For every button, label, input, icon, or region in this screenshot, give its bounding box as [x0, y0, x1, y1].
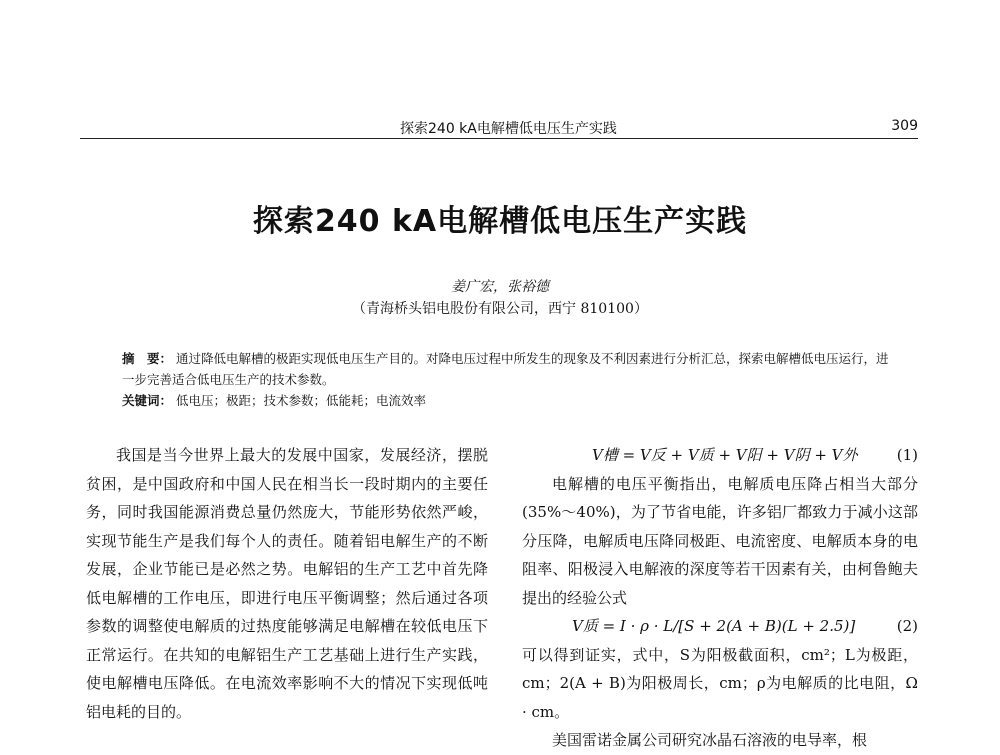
abstract-text: 通过降低电解槽的极距实现低电压生产目的。对降电压过程中所发生的现象及不利因素进行分析汇总，探索电解槽低电压运行，进一步完善适合低电压生产的技术参数。	[122, 351, 889, 387]
body-column-right	[522, 441, 918, 755]
authors: 姜广宏，张裕德	[451, 279, 549, 295]
abstract-label: 摘 要：	[122, 351, 173, 366]
body-paragraph: 美国雷诺金属公司研究冰晶石溶液的电导率，根	[552, 731, 868, 749]
keywords	[122, 390, 892, 411]
abstract-block	[122, 348, 892, 411]
equation-1-text: V槽 = V反 + V质 + V阳 + V阴 + V外	[592, 446, 858, 464]
paper-title: 探索240 kA电解槽低电压生产实践	[252, 204, 748, 239]
running-title: 探索240 kA电解槽低电压生产实践	[400, 121, 617, 137]
equation-2-text: V质 = I · ρ · L/[S + 2(A + B)(L + 2.5)]	[572, 617, 856, 635]
equation-2-number: (2)	[896, 617, 918, 635]
equation-1	[522, 441, 918, 470]
body-paragraph: 我国是当今世界上最大的发展中国家，发展经济，摆脱贫困，是中国政府和中国人民在相当长一段时期内的主要任务，同时我国能源消费总量仍然庞大，节能形势依然严峻，实现节能生产是我们每个人的责任。随着铝电解生产的不断发展，企业节能已是必然之势。电解铝的生产工艺中首先降低电解槽的工作电压，即进行电压平衡调整；然后通过各项参数的调整使电解质的过热度能够满足电解槽在较低电压下正常运行。在共知的电解铝生产工艺基础上进行生产实践，使电解槽电压降低。在电流效率影响不大的情况下实现低吨铝电耗的目的。	[86, 446, 488, 721]
abstract	[122, 348, 892, 390]
body-paragraph: 可以得到证实，式中，S为阳极截面积，cm²；L为极距，cm；2(A + B)为阳极周长，cm；ρ为电解质的比电阻，Ω · cm。	[522, 645, 918, 721]
running-header	[80, 118, 918, 140]
affiliation: （青海桥头铝电股份有限公司，西宁 810100）	[352, 301, 648, 317]
equation-1-number: (1)	[896, 446, 918, 464]
keywords-label: 关键词：	[122, 393, 173, 408]
equation-2	[522, 612, 918, 641]
body-paragraph: 电解槽的电压平衡指出，电解质电压降占相当大部分(35%～40%)，为了节省电能，许多铝厂都致力于减小这部分压降，电解质电压降同极距、电流密度、电解质本身的电阻率、阳极浸入电解液的深度等若干因素有关，由柯鲁鲍夫提出的经验公式	[522, 474, 918, 607]
header-rule	[80, 138, 918, 139]
page-number: 309	[891, 118, 918, 134]
keywords-text: 低电压；极距；技术参数；低能耗；电流效率	[176, 393, 427, 408]
body-column-left	[86, 441, 488, 726]
